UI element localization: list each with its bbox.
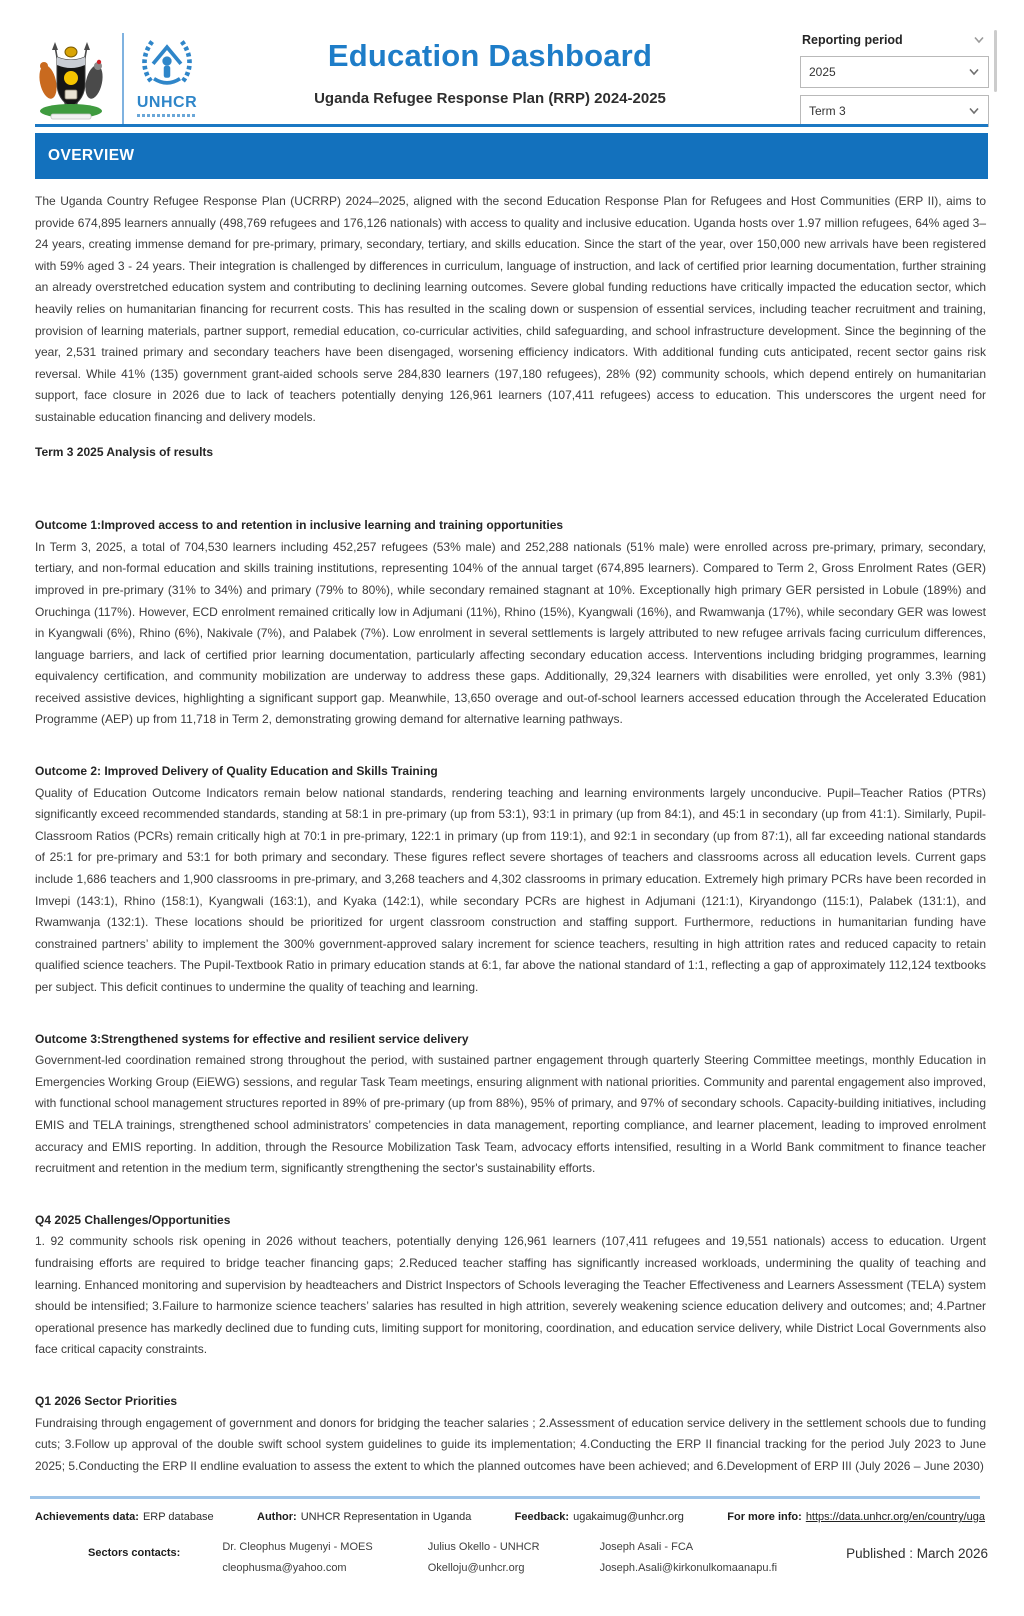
overview-content: [35, 191, 986, 1477]
report-filters: [800, 31, 989, 127]
contact-name: Joseph Asali - FCA: [599, 1541, 694, 1553]
chevron-down-icon: [973, 36, 985, 44]
overview-banner: [35, 133, 988, 179]
chevron-down-icon: [968, 107, 980, 115]
section-heading: Outcome 2: Improved Delivery of Quality Education and Skills Training: [35, 764, 438, 779]
overview-banner-label: OVERVIEW: [48, 147, 135, 164]
term-select[interactable]: [800, 95, 989, 127]
section-body: Fundraising through engagement of government and donors for bridging the teacher salaries ; 2.Assessment of education service delivery in the settlement schools due to funding cuts; 3.Follow up approval of the double swift school system guidelines to guide its implementation; 4.Conducting the ERP II financial tracking for the period July 2023 to June 2025; 5.Conducting the ERP II endline evaluation to assess the extent to which the planned outcomes have been achieved; and 6.Development of ERP III (July 2026 – June 2030): [35, 1415, 986, 1473]
footer-contacts-row: [88, 1537, 988, 1579]
section-q1-priorities: [35, 1391, 986, 1477]
unhcr-emblem-icon: [138, 36, 196, 88]
overview-intro-paragraph: The Uganda Country Refugee Response Plan (UCRRP) 2024–2025, aligned with the second Education Response Plan for Refugees and Host Communities (ERP II), aims to provide 674,895 learners annually (498,769 refugees and 176,126 nationals) with access to quality and inclusive education. Uganda hosts over 1.97 million refugees, 64% aged 3–24 years, creating immense demand for pre-primary, primary, secondary, tertiary, and skills education. Since the start of the year, over 150,000 new arrivals have been registered with 59% aged 3 - 24 years. Their integration is challenged by differences in curriculum, language of instruction, and lack of certified prior learning documentation, further straining an already overstretched education system and contributing to declining learning outcomes. Severe global funding reductions have critically impacted the education sector, which heavily relies on humanitarian financing for recurrent costs. This has resulted in the scaling down or suspension of essential services, including teacher recruitment and training, provision of learning materials, partner support, remedial education, co-curricular activities, child safeguarding, and school infrastructure development. Since the beginning of the year, 2,531 trained primary and secondary teachers have been disengaged, worsening efficiency indicators. With additional funding cuts anticipated, recent sector gains risk reversal. While 41% (135) government grant-aided schools serve 284,830 learners (197,180 refugees), 28% (92) community schools, which depend entirely on humanitarian support, face closure in 2026 due to lack of teachers potentially denying 126,961 learners (107,411 refugees) access to education. This underscores the urgent need for sustainable education financing and delivery models.: [35, 194, 986, 424]
header-divider: [122, 33, 124, 126]
section-heading: Q4 2025 Challenges/Opportunities: [35, 1212, 231, 1227]
reporting-period-label: Reporting period: [802, 33, 903, 47]
contact-email[interactable]: Okelloju@unhcr.org: [427, 1562, 525, 1574]
uganda-coat-of-arms-icon: [34, 40, 108, 120]
page-title: Education Dashboard: [327, 38, 653, 73]
section-body: In Term 3, 2025, a total of 704,530 learners including 452,257 refugees (53% male) and 252,288 nationals (51% male) were enrolled across pre-primary, primary, secondary, tertiary, and non-formal education and skills training institutions, representing 104% of the annual target (674,895 learners). Compared to Term 2, Gross Enrolment Rates (GER) improved in pre-primary (31% to 34%) and primary (79% to 80%), while secondary remained stagnant at 10%. Exceptionally high primary GER persisted in Lobule (189%) and Oruchinga (117%). However, ECD enrolment remained critically low in Adjumani (11%), Rhino (15%), Kyangwali (16%), and Rwamwanja (17%), while secondary GER was lowest in Kyangwali (6%), Rhino (6%), Nakivale (7%), and Palabek (7%). Low enrolment in several settlements is largely attributed to new refugee arrivals facing curriculum differences, language barriers, and lack of certified prior learning documentation, particularly affecting secondary education access. Interventions including bridging programmes, learning equivalency certification, and community mobilization are underway to address these gaps. Additionally, 29,324 learners with disabilities were enrolled, yet only 3.3% (981) received assistive devices, highlighting a significant support gap. Meanwhile, 13,650 overage and out-of-school learners accessed education through the Accelerated Education Programme (AEP) up from 11,718 in Term 2, demonstrating growing demand for alternative learning pathways.: [35, 539, 986, 727]
contact-email[interactable]: cleophusma@yahoo.com: [222, 1562, 347, 1574]
section-q4-challenges: [35, 1210, 986, 1361]
section-body: Government-led coordination remained strong throughout the period, with sustained partner engagement through quarterly Steering Committee meetings, monthly Education in Emergencies Working Group (EiEWG) sessions, and regular Task Team meetings, ensuring alignment with national priorities. Community and parental engagement also improved, with functional school management structures reported in 89% of pre-primary (up from 88%), 95% of primary, and 97% of secondary schools. Capacity-building initiatives, including EMIS and TELA trainings, strengthened school administrators’ competencies in data management, reporting compliance, and learner placement, leading to improved enrolment accuracy and EMIS reporting. In addition, through the Resource Mobilization Task Team, advocacy efforts intensified, resulting in a World Bank commitment to finance teacher recruitment and retention in the medium term, significantly strengthening the sector's sustainability efforts.: [35, 1053, 986, 1176]
more-info-link[interactable]: https://data.unhcr.org/en/country/uga: [805, 1511, 985, 1523]
more-info: For more info: https://data.unhcr.org/en/country/uga: [727, 1511, 985, 1523]
contact-unhcr: [428, 1537, 540, 1579]
contact-name: Dr. Cleophus Mugenyi - MOES: [222, 1541, 373, 1553]
section-outcome-2: [35, 761, 986, 999]
year-select-value: 2025: [809, 65, 836, 79]
header-rule: [35, 124, 988, 127]
section-heading: Outcome 1:Improved access to and retention in inclusive learning and training opportunities: [35, 518, 564, 533]
term-select-value: Term 3: [809, 104, 846, 118]
unhcr-logo: [133, 36, 201, 117]
unhcr-logo-text: UNHCR: [136, 94, 198, 111]
contact-name: Julius Okello - UNHCR: [427, 1541, 540, 1553]
scrollbar[interactable]: [994, 30, 997, 92]
section-heading: Outcome 3:Strengthened systems for effective and resilient service delivery: [35, 1031, 469, 1046]
author: Author: UNHCR Representation in Uganda: [257, 1511, 472, 1523]
sectors-contacts-label: Sectors contacts:: [88, 1547, 181, 1559]
feedback: Feedback: ugakaimug@unhcr.org: [514, 1511, 684, 1523]
footer-meta-row: [35, 1511, 985, 1523]
section-body: 1. 92 community schools risk opening in 2026 without teachers, potentially denying 126,961 learners (107,411 refugees and 19,551 nationals) access to education. Urgent fundraising efforts are required to bridge teacher financing gaps; 2.Reduced teacher staffing has significantly increased workloads, undermining the quality of teaching and learning. Enhanced monitoring and supervision by headteachers and District Inspectors of Schools leveraging the Teacher Effectiveness and Learners Assessment (TELA) system should be intensified; 3.Failure to harmonize science teachers’ salaries has resulted in high attrition, severely weakening science education delivery and outcomes; and; 4.Partner operational presence has markedly declined due to funding cuts, limiting support for monitoring, coordination, and education service delivery, while District Local Governments also face critical capacity constraints.: [35, 1234, 986, 1357]
contact-moes: [222, 1537, 372, 1579]
analysis-heading: Term 3 2025 Analysis of results: [35, 444, 214, 459]
contact-fca: [600, 1537, 777, 1579]
unhcr-tagline-line: [137, 114, 197, 117]
chevron-down-icon: [968, 68, 980, 76]
section-heading: Q1 2026 Sector Priorities: [35, 1393, 178, 1408]
footer-rule: [30, 1496, 980, 1499]
feedback-email[interactable]: ugakaimug@unhcr.org: [573, 1511, 684, 1523]
published-date: Published : March 2026: [846, 1546, 988, 1561]
contact-email[interactable]: Joseph.Asali@kirkonulkomaanapu.fi: [599, 1562, 778, 1574]
achievements-data: Achievements data: ERP database: [35, 1511, 214, 1523]
reporting-period-filter[interactable]: [800, 31, 989, 49]
section-outcome-3: [35, 1029, 986, 1180]
uganda-coat-of-arms-logo: [34, 40, 108, 120]
section-outcome-1: [35, 515, 986, 731]
page-subtitle: Uganda Refugee Response Plan (RRP) 2024-2025: [314, 90, 666, 107]
year-select[interactable]: [800, 56, 989, 88]
section-body: Quality of Education Outcome Indicators remain below national standards, rendering teaching and learning environments largely unconducive. Pupil–Teacher Ratios (PTRs) significantly exceed recommended standards, standing at 58:1 in pre-primary (up from 53:1), 93:1 in primary (up from 84:1), and 45:1 in secondary (up from 41:1). Similarly, Pupil-Classroom Ratios (PCRs) remain critically high at 70:1 in pre-primary, 122:1 in primary (up from 119:1), and 92:1 in secondary (up from 87:1), all far exceeding national standards of 25:1 for pre-primary and 53:1 for both primary and secondary. These figures reflect severe shortages of teachers and classrooms across all education levels. Current gaps include 1,686 teachers and 1,900 classrooms in pre-primary, and 3,268 teachers and 4,302 classrooms in primary education. Extremely high primary PCRs have been recorded in Imvepi (143:1), Rhino (158:1), Kyangwali (163:1), and Kyaka (142:1), while secondary PCRs are highest in Adjumani (121:1), Kiryandongo (115:1), Palabek (131:1), and Rwamwanja (132:1). These locations should be prioritized for urgent classroom construction and staffing support. Furthermore, reductions in humanitarian funding have constrained partners’ ability to implement the 300% government-approved salary increment for science teachers, resulting in high attrition rates and reduced capacity to retain qualified science teachers. The Pupil-Textbook Ratio in primary education stands at 6:1, far above the national standard of 1:1, reflecting a gap of approximately 112,124 textbooks per subject. This deficit continues to undermine the quality of teaching and learning.: [35, 785, 986, 994]
